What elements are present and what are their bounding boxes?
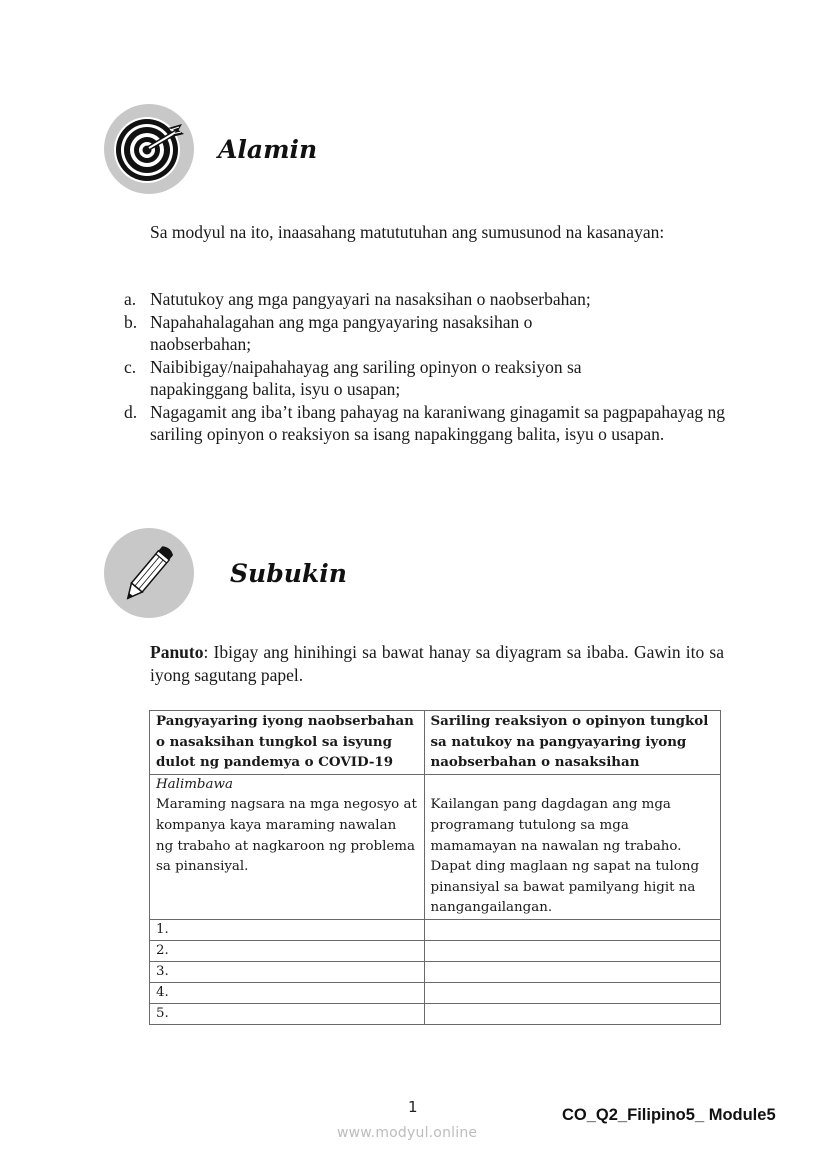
objective-marker: a. — [124, 289, 137, 309]
table-row — [150, 961, 721, 982]
table-row — [150, 919, 721, 940]
page-number: 1 — [408, 1098, 418, 1116]
instructions-text: : Ibigay ang hinihingi sa bawat hanay sa diyagram sa ibaba. Gawin ito sa iyong sagutang papel. — [150, 642, 724, 685]
answer-event-cell[interactable]: 1. — [150, 919, 425, 940]
example-label: Halimbawa — [156, 776, 233, 792]
answer-reaction-cell[interactable] — [424, 1003, 721, 1024]
example-event-text: Maraming nagsara na mga negosyo at kompanya kaya maraming nawalan ng trabaho at nagkaroon ng problema sa pinansiyal. — [156, 797, 417, 875]
answer-reaction-cell[interactable] — [424, 982, 721, 1003]
section-title-alamin: Alamin — [218, 135, 318, 164]
table-row — [150, 1003, 721, 1024]
instructions-paragraph — [150, 641, 724, 686]
instructions-label: Panuto — [150, 642, 204, 662]
objective-item — [100, 311, 740, 356]
objective-marker: d. — [124, 401, 138, 422]
intro-text: Sa modyul na ito, inaasahang matututuhan ang sumusunod na kasanayan: — [150, 222, 665, 242]
objective-text: Naibibigay/naipahahayag ang sariling opinyon o reaksiyon sa napakinggang balita, isyu o usapan; — [150, 356, 582, 399]
pencil-icon — [104, 528, 194, 618]
table-header-row — [150, 711, 721, 775]
watermark: www.modyul.online — [337, 1125, 478, 1141]
table-row — [150, 982, 721, 1003]
objective-item — [100, 356, 740, 401]
module-code: CO_Q2_Filipino5_ Module5 — [562, 1106, 776, 1124]
answer-reaction-cell[interactable] — [424, 961, 721, 982]
example-event-cell — [150, 774, 425, 919]
answer-reaction-cell[interactable] — [424, 940, 721, 961]
example-reaction-cell — [424, 774, 721, 919]
target-icon — [104, 104, 194, 194]
answer-reaction-cell[interactable] — [424, 919, 721, 940]
answer-event-cell[interactable]: 5. — [150, 1003, 425, 1024]
diagram-table — [149, 710, 721, 1025]
answer-event-cell[interactable]: 4. — [150, 982, 425, 1003]
header-reaction: Sariling reaksiyon o opinyon tungkol sa natukoy na pangyayaring iyong naobserbahan o nasaksihan — [424, 711, 721, 775]
intro-paragraph — [100, 221, 700, 244]
objective-text: Napahahalagahan ang mga pangyayaring nasaksihan o naobserbahan; — [150, 311, 533, 354]
objective-marker: c. — [124, 356, 137, 377]
table-row — [150, 940, 721, 961]
objective-marker: b. — [124, 311, 138, 332]
answer-event-cell[interactable]: 2. — [150, 940, 425, 961]
header-event: Pangyayaring iyong naobserbahan o nasaksihan tungkol sa isyung dulot ng pandemya o COVID-19 — [150, 711, 425, 775]
objective-item — [100, 288, 740, 311]
objective-text: Nagagamit ang iba’t ibang pahayag na karaniwang ginagamit sa pagpapahayag ng sariling opinyon o reaksiyon sa isang napakinggang balita, isyu o usapan. — [150, 401, 726, 444]
section-title-subukin: Subukin — [230, 559, 347, 588]
spacer — [431, 775, 715, 796]
objective-text: Natutukoy ang mga pangyayari na nasaksihan o naobserbahan; — [150, 289, 591, 309]
example-reaction-text: Kailangan pang dagdagan ang mga programang tutulong sa mga mamamayan na nawalan ng trabaho. Dapat ding maglaan ng sapat na tulong pinansiyal sa bawat pamilyang higit na nangangailangan. — [430, 797, 700, 916]
objective-item — [100, 401, 740, 446]
objectives-list — [100, 288, 740, 446]
example-row — [150, 774, 721, 919]
answer-event-cell[interactable]: 3. — [150, 961, 425, 982]
